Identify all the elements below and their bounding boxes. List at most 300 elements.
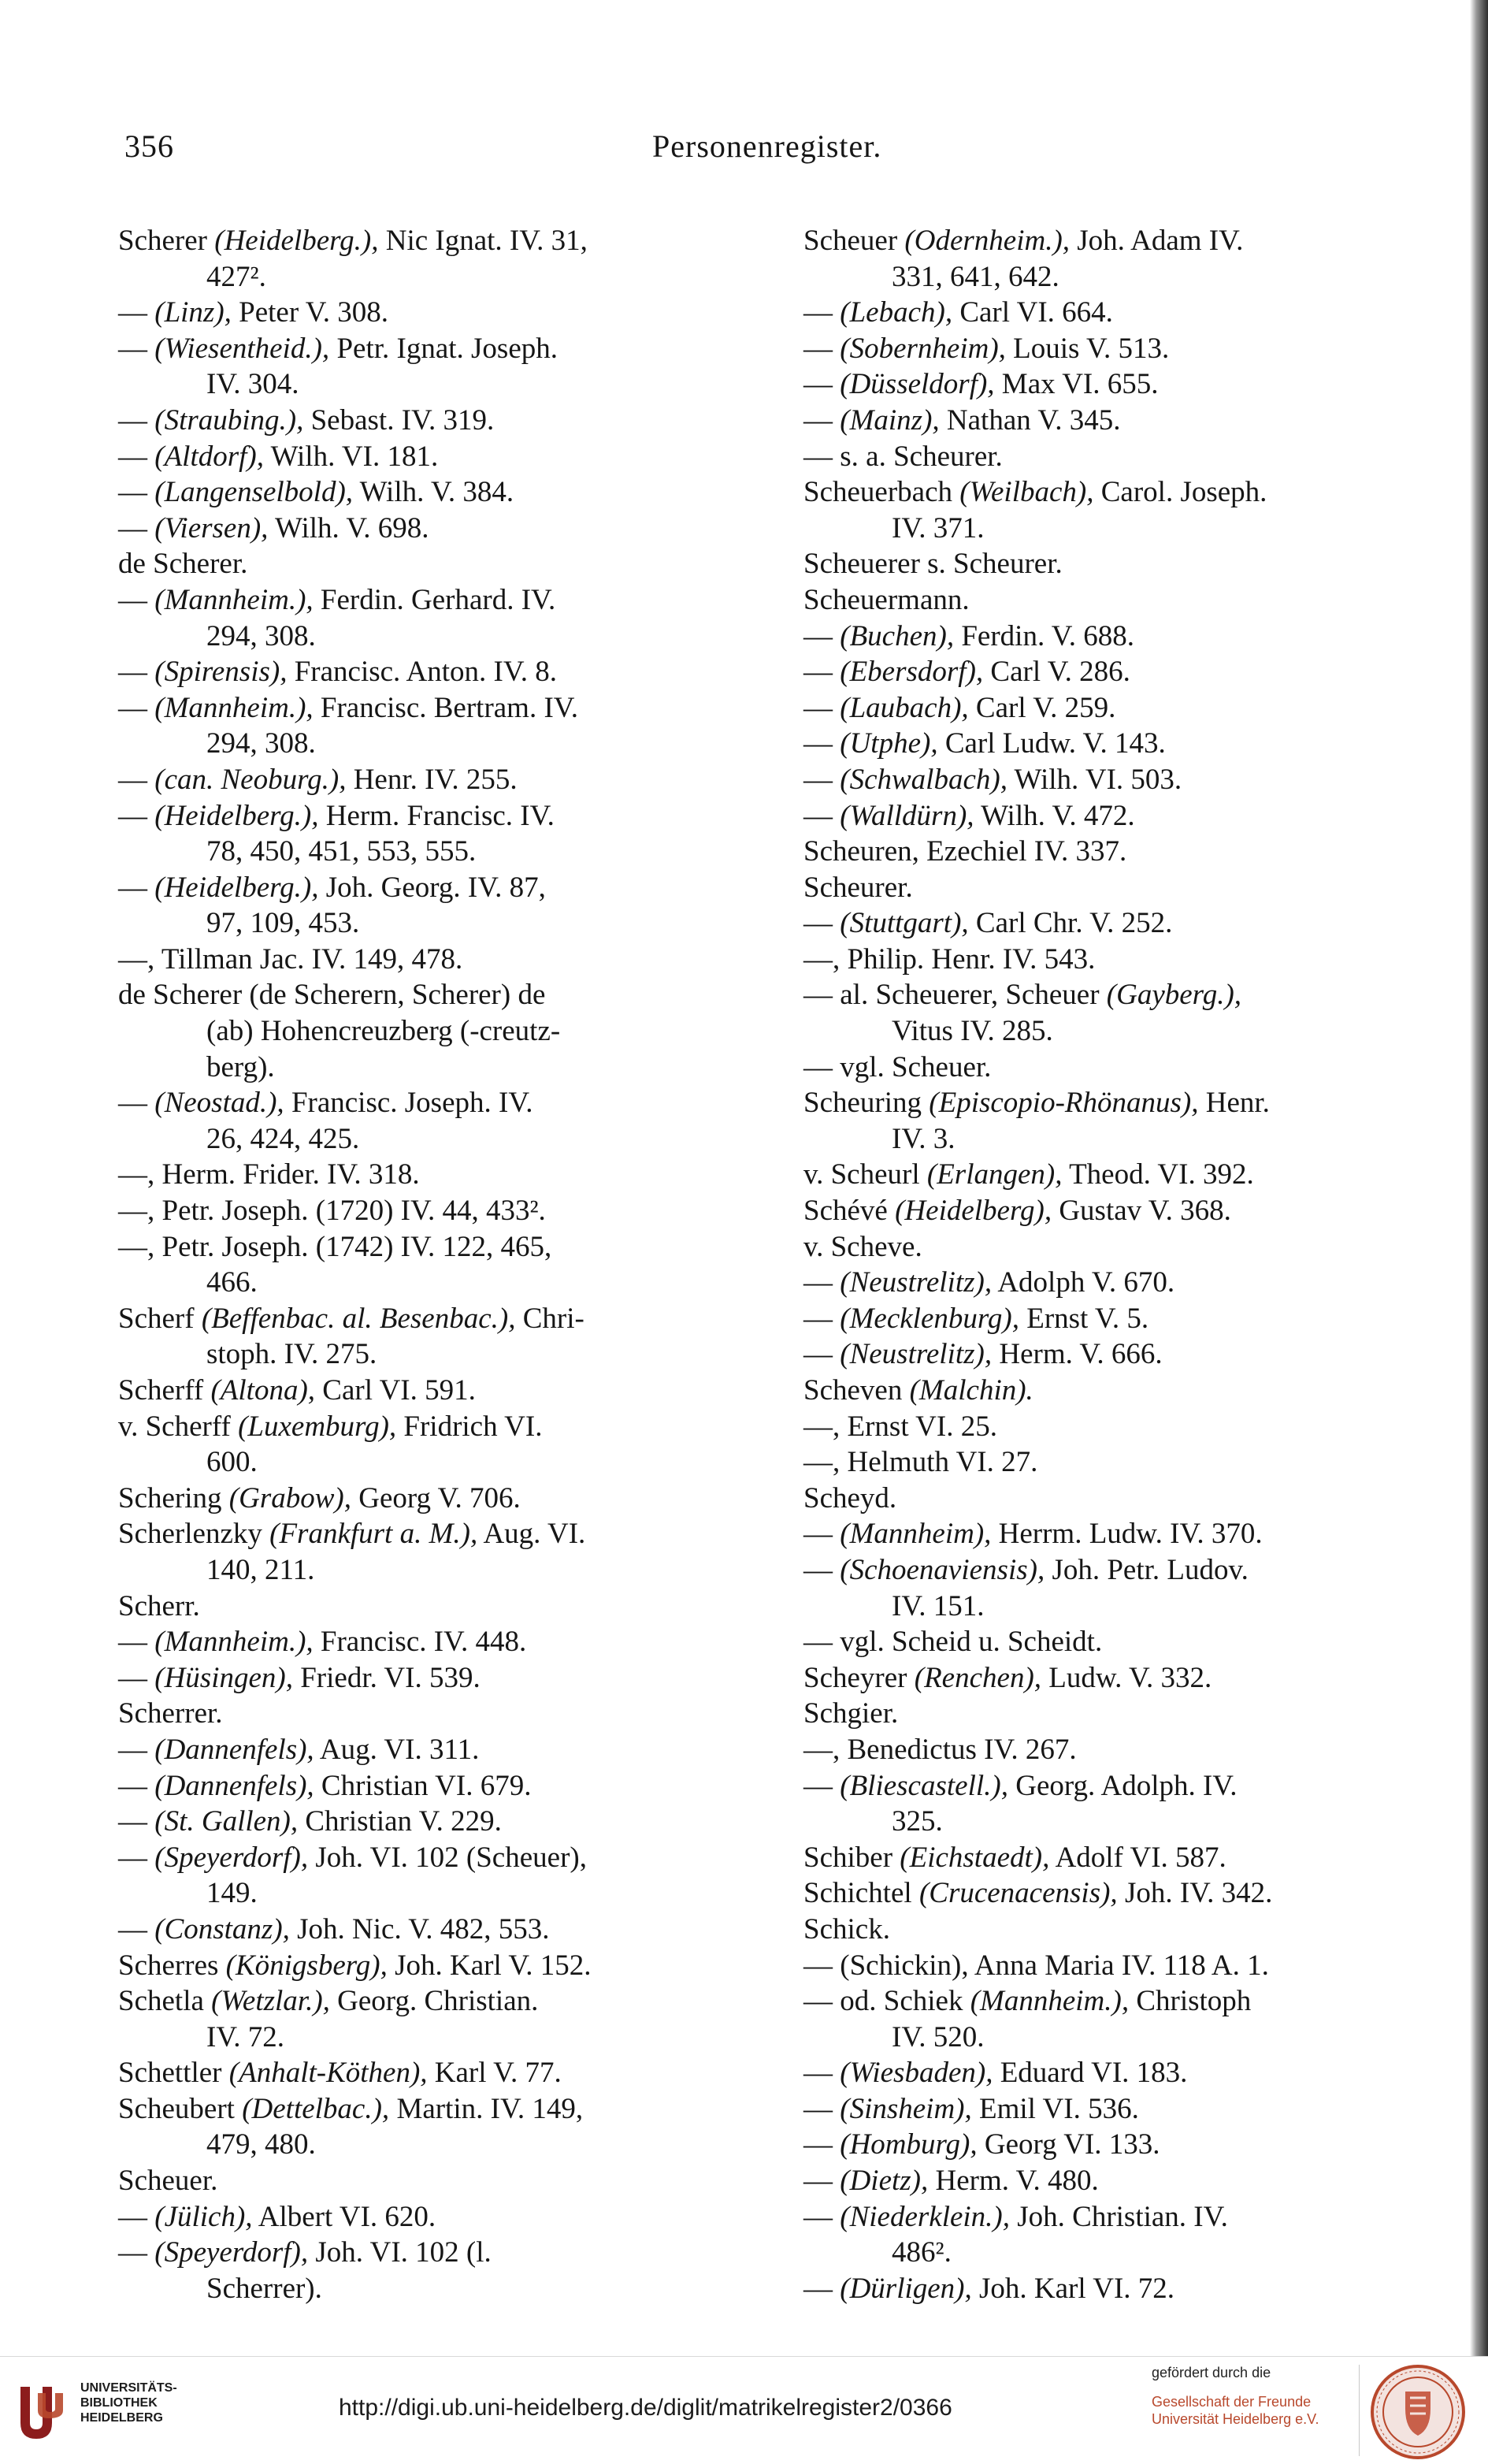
entry-name: — al. Scheuerer, Scheuer bbox=[803, 979, 1107, 1012]
index-entry-continuation bbox=[118, 1875, 764, 1912]
library-name-line: HEIDELBERG bbox=[80, 2411, 163, 2425]
entry-name: —, Philip. Henr. IV. 543. bbox=[803, 942, 1096, 976]
entry-place: (Königsberg), bbox=[225, 1949, 388, 1982]
entry-place: (Ebersdorf), bbox=[840, 656, 984, 689]
entry-text: IV. 3. bbox=[892, 1122, 956, 1155]
index-entry bbox=[803, 834, 1465, 870]
permalink-url[interactable]: http://digi.ub.uni-heidelberg.de/diglit/matrikelregister2/0366 bbox=[339, 2395, 952, 2421]
entry-details: Louis V. 513. bbox=[1005, 332, 1170, 365]
sponsor-name[interactable] bbox=[1152, 2393, 1319, 2428]
index-entry bbox=[803, 2271, 1465, 2307]
entry-name: Scheven bbox=[803, 1374, 910, 1407]
ub-heidelberg-logo-icon[interactable] bbox=[14, 2379, 71, 2445]
index-entry bbox=[118, 223, 764, 259]
entry-place: (Luxemburg), bbox=[238, 1410, 397, 1443]
index-entry-continuation bbox=[118, 1121, 764, 1158]
entry-name: — vgl. Scheuer. bbox=[803, 1050, 992, 1083]
entry-name: v. Scheve. bbox=[803, 1230, 922, 1263]
index-entry bbox=[803, 1193, 1465, 1229]
entry-name: Scheurer. bbox=[803, 871, 913, 904]
entry-name: — bbox=[803, 2092, 840, 2125]
entry-details: Carl V. 286. bbox=[983, 656, 1130, 689]
entry-place: (Walldürn), bbox=[840, 799, 974, 832]
entry-details: Petr. Ignat. Joseph. bbox=[329, 332, 558, 365]
entry-place: (Heidelberg.), bbox=[214, 225, 379, 257]
entry-details: Georg. Adolph. IV. bbox=[1007, 1769, 1238, 1802]
entry-details: Joh. Nic. V. 482, 553. bbox=[289, 1912, 550, 1946]
entry-name: — s. a. Scheurer. bbox=[803, 440, 1003, 473]
index-entry-continuation bbox=[118, 1013, 764, 1050]
entry-details: Carl Ludw. V. 143. bbox=[937, 727, 1166, 760]
index-entry bbox=[118, 1589, 764, 1625]
entry-name: Scheyd. bbox=[803, 1481, 897, 1514]
entry-place: (Heidelberg.), bbox=[154, 871, 319, 904]
entry-text: Vitus IV. 285. bbox=[892, 1015, 1053, 1048]
index-entry-continuation bbox=[118, 366, 764, 403]
index-entry bbox=[118, 798, 764, 834]
entry-details: Francisc. Anton. IV. 8. bbox=[287, 656, 558, 689]
entry-name: Scherres bbox=[118, 1949, 226, 1982]
entry-name: — od. Schiek bbox=[803, 1985, 970, 2018]
entry-details: Francisc. IV. 448. bbox=[313, 1626, 527, 1659]
index-entry bbox=[118, 942, 764, 978]
entry-name: — bbox=[118, 332, 155, 365]
left-index-column bbox=[118, 223, 764, 2306]
entry-details: Albert VI. 620. bbox=[252, 2200, 436, 2233]
entry-text: IV. 151. bbox=[892, 1589, 985, 1622]
entry-details: Henr. IV. 255. bbox=[346, 763, 518, 796]
library-name-line: BIBLIOTHEK bbox=[80, 2396, 158, 2410]
entry-details: Gustav V. 368. bbox=[1052, 1195, 1231, 1228]
entry-name: — bbox=[803, 727, 840, 760]
entry-text: (ab) Hohencreuzberg (-creutz- bbox=[206, 1015, 561, 1048]
entry-text: 140, 211. bbox=[206, 1553, 315, 1586]
entry-details: Emil VI. 536. bbox=[971, 2092, 1139, 2125]
index-entry-continuation bbox=[118, 2020, 764, 2056]
entry-text: 294, 308. bbox=[206, 727, 316, 760]
entry-name: — bbox=[118, 1626, 155, 1659]
entry-name: Scherff bbox=[118, 1374, 211, 1407]
entry-details: Nathan V. 345. bbox=[939, 403, 1121, 437]
entry-name: — bbox=[803, 1302, 840, 1335]
index-entry-continuation bbox=[118, 834, 764, 870]
index-entry-continuation bbox=[803, 2020, 1465, 2056]
university-seal-icon[interactable] bbox=[1369, 2363, 1467, 2461]
index-entry bbox=[803, 726, 1465, 762]
entry-text: IV. 72. bbox=[206, 2020, 285, 2053]
entry-name: —, Helmuth VI. 27. bbox=[803, 1446, 1038, 1479]
index-entry bbox=[803, 1516, 1465, 1552]
entry-place: (Wiesentheid.), bbox=[154, 332, 330, 365]
entry-details: Carl VI. 591. bbox=[315, 1374, 476, 1407]
entry-name: —, Herm. Frider. IV. 318. bbox=[118, 1158, 420, 1191]
index-entry bbox=[118, 654, 764, 690]
entry-text: 466. bbox=[206, 1266, 258, 1299]
index-entry bbox=[803, 905, 1465, 942]
entry-name: — bbox=[803, 1338, 840, 1371]
entry-name: — bbox=[118, 1087, 155, 1120]
entry-name: — bbox=[803, 1769, 840, 1802]
index-entry bbox=[803, 546, 1465, 582]
index-entry-continuation bbox=[118, 726, 764, 762]
entry-details: Ferdin. V. 688. bbox=[954, 619, 1134, 652]
entry-details: Wilh. V. 384. bbox=[353, 476, 514, 509]
index-entry bbox=[118, 1157, 764, 1193]
entry-name: — bbox=[803, 619, 840, 652]
sponsor-name-line: Gesellschaft der Freunde bbox=[1152, 2394, 1312, 2410]
index-entry bbox=[803, 1444, 1465, 1481]
entry-name: Scheyrer bbox=[803, 1661, 915, 1694]
entry-name: — bbox=[118, 1733, 155, 1766]
entry-name: — bbox=[118, 799, 155, 832]
index-entry bbox=[803, 1373, 1465, 1409]
entry-place: (Beffenbac. al. Besenbac.), bbox=[201, 1302, 516, 1335]
entry-details: Martin. IV. 149, bbox=[389, 2092, 584, 2125]
entry-place: (Heidelberg.), bbox=[154, 799, 319, 832]
entry-place: (Grabow), bbox=[228, 1481, 351, 1514]
entry-name: — bbox=[803, 2200, 840, 2233]
entry-name: — bbox=[803, 2272, 840, 2305]
index-entry bbox=[803, 1301, 1465, 1337]
entry-details: Herm. Francisc. IV. bbox=[318, 799, 555, 832]
index-entry bbox=[803, 366, 1465, 403]
index-entry bbox=[803, 1660, 1465, 1697]
entry-details: Sebast. IV. 319. bbox=[303, 403, 495, 437]
library-name[interactable] bbox=[80, 2380, 177, 2425]
index-entry bbox=[118, 1732, 764, 1768]
entry-text: 331, 641, 642. bbox=[892, 260, 1059, 293]
entry-details: Christian V. 229. bbox=[298, 1805, 502, 1838]
index-entry bbox=[803, 223, 1465, 259]
entry-details: Georg V. 706. bbox=[351, 1481, 521, 1514]
entry-text: berg). bbox=[206, 1050, 275, 1083]
index-entry bbox=[803, 619, 1465, 655]
entry-place: (Mannheim), bbox=[840, 1518, 992, 1551]
entry-details: Max VI. 655. bbox=[994, 368, 1159, 401]
entry-name: Scheuerbach bbox=[803, 476, 960, 509]
entry-name: Schichtel bbox=[803, 1877, 919, 1910]
index-entry bbox=[803, 1409, 1465, 1445]
index-entry bbox=[803, 690, 1465, 727]
entry-place: (Dannenfels), bbox=[154, 1733, 314, 1766]
entry-details: Theod. VI. 392. bbox=[1062, 1158, 1254, 1191]
index-entry bbox=[118, 1193, 764, 1229]
entry-name: Scherr. bbox=[118, 1589, 200, 1622]
entry-details: Francisc. Bertram. IV. bbox=[313, 691, 578, 724]
entry-name: — bbox=[118, 1661, 155, 1694]
entry-details: Joh. IV. 342. bbox=[1117, 1877, 1273, 1910]
index-entry-continuation bbox=[803, 511, 1465, 547]
entry-place: (Schwalbach), bbox=[840, 763, 1007, 796]
entry-name: — bbox=[118, 763, 155, 796]
index-entry bbox=[803, 1696, 1465, 1732]
entry-place: (Stuttgart), bbox=[840, 907, 969, 940]
index-entry-continuation bbox=[118, 1336, 764, 1373]
index-entry bbox=[803, 2199, 1465, 2235]
page-number: 356 bbox=[124, 128, 174, 164]
sponsor-caption: gefördert durch die bbox=[1152, 2365, 1271, 2380]
entry-details: Joh. Georg. IV. 87, bbox=[318, 871, 546, 904]
entry-name: de Scherer. bbox=[118, 548, 248, 581]
entry-name: — (Schickin), Anna Maria IV. 118 A. 1. bbox=[803, 1949, 1269, 1982]
entry-name: — bbox=[118, 296, 155, 329]
index-entry bbox=[118, 1085, 764, 1121]
index-entry bbox=[118, 2091, 764, 2128]
index-entry bbox=[803, 1481, 1465, 1517]
index-entry bbox=[803, 1336, 1465, 1373]
entry-name: — bbox=[118, 440, 155, 473]
entry-place: (Schoenaviensis), bbox=[840, 1553, 1045, 1586]
entry-name: Scheubert bbox=[118, 2092, 243, 2125]
index-entry bbox=[803, 1157, 1465, 1193]
entry-text: 78, 450, 451, 553, 555. bbox=[206, 835, 477, 868]
library-name-line: UNIVERSITÄTS- bbox=[80, 2381, 177, 2395]
entry-details: Peter V. 308. bbox=[231, 296, 388, 329]
index-entry-continuation bbox=[803, 1804, 1465, 1840]
index-entry bbox=[118, 2235, 764, 2271]
entry-text: 325. bbox=[892, 1805, 943, 1838]
entry-place: (Homburg), bbox=[840, 2128, 978, 2161]
entry-place: (Laubach), bbox=[840, 691, 969, 724]
entry-details: Henr. bbox=[1198, 1087, 1270, 1120]
entry-name: — bbox=[118, 691, 155, 724]
index-entry bbox=[118, 1696, 764, 1732]
index-entry bbox=[803, 1732, 1465, 1768]
entry-name: de Scherer (de Scherern, Scherer) de bbox=[118, 979, 546, 1012]
entry-name: Schiber bbox=[803, 1841, 900, 1874]
entry-name: Scherer bbox=[118, 225, 215, 257]
entry-name: Scheuer bbox=[803, 225, 905, 257]
index-entry bbox=[118, 295, 764, 331]
entry-place: (St. Gallen), bbox=[154, 1805, 299, 1838]
entry-details: Wilh. VI. 503. bbox=[1007, 763, 1182, 796]
entry-name: — bbox=[118, 403, 155, 437]
entry-name: —, Ernst VI. 25. bbox=[803, 1410, 997, 1443]
entry-place: (Dietz), bbox=[840, 2165, 929, 2198]
entry-place: (Episcopio-Rhönanus), bbox=[929, 1087, 1199, 1120]
index-entry bbox=[118, 2199, 764, 2235]
index-entry bbox=[118, 1516, 764, 1552]
index-entry-continuation bbox=[118, 2271, 764, 2307]
entry-place: (Mannheim.), bbox=[970, 1985, 1130, 2018]
entry-name: — bbox=[118, 2236, 155, 2269]
entry-details: Ernst V. 5. bbox=[1019, 1302, 1149, 1335]
index-entry bbox=[118, 582, 764, 619]
entry-place: (Dürligen), bbox=[840, 2272, 972, 2305]
index-entry bbox=[803, 2127, 1465, 2163]
entry-name: Scheuerer s. Scheurer. bbox=[803, 548, 1063, 581]
entry-name: Schick. bbox=[803, 1912, 890, 1946]
entry-place: (Malchin). bbox=[909, 1374, 1033, 1407]
entry-place: (Straubing.), bbox=[154, 403, 304, 437]
entry-details: Christoph bbox=[1129, 1985, 1252, 2018]
entry-place: (Eichstaedt), bbox=[900, 1841, 1050, 1874]
entry-name: v. Scherff bbox=[118, 1410, 239, 1443]
entry-details: Carl VI. 664. bbox=[952, 296, 1113, 329]
index-entry bbox=[118, 1840, 764, 1876]
entry-place: (Mecklenburg), bbox=[840, 1302, 1019, 1335]
index-entry bbox=[803, 654, 1465, 690]
entry-details: Joh. Petr. Ludov. bbox=[1045, 1553, 1249, 1586]
entry-place: (Düsseldorf), bbox=[840, 368, 995, 401]
index-entry-continuation bbox=[118, 2127, 764, 2163]
index-entry bbox=[803, 798, 1465, 834]
index-entry bbox=[118, 762, 764, 798]
entry-name: Scheuring bbox=[803, 1087, 930, 1120]
entry-place: (Crucenacensis), bbox=[918, 1877, 1118, 1910]
entry-name: — bbox=[118, 1841, 155, 1874]
entry-name: — bbox=[803, 2128, 840, 2161]
entry-details: Nic Ignat. IV. 31, bbox=[378, 225, 588, 257]
entry-place: (Langenselbold), bbox=[154, 476, 354, 509]
entry-details: Joh. Karl VI. 72. bbox=[971, 2272, 1175, 2305]
entry-place: (Neostad.), bbox=[154, 1087, 284, 1120]
right-index-column bbox=[803, 223, 1465, 2306]
entry-details: Adolph V. 670. bbox=[992, 1266, 1175, 1299]
entry-name: Scherlenzky bbox=[118, 1518, 270, 1551]
index-entry bbox=[118, 2163, 764, 2199]
index-entry-continuation bbox=[803, 259, 1465, 295]
entry-name: — bbox=[118, 476, 155, 509]
viewer-footer bbox=[0, 2356, 1488, 2464]
entry-name: — bbox=[803, 2165, 840, 2198]
entry-place: (Sobernheim), bbox=[840, 332, 1006, 365]
index-entry bbox=[803, 762, 1465, 798]
entry-name: — bbox=[118, 656, 155, 689]
entry-place: (Mainz), bbox=[840, 403, 940, 437]
index-entry bbox=[118, 977, 764, 1013]
index-entry bbox=[118, 1229, 764, 1265]
footer-divider bbox=[1359, 2365, 1360, 2456]
entry-place: (Neustrelitz), bbox=[840, 1338, 993, 1371]
entry-details: Christian VI. 679. bbox=[314, 1769, 532, 1802]
index-entry bbox=[118, 439, 764, 475]
index-entry bbox=[118, 511, 764, 547]
entry-name: Schetla bbox=[118, 1985, 212, 2018]
index-entry bbox=[118, 331, 764, 367]
index-entry-continuation bbox=[118, 619, 764, 655]
entry-details: Carl Chr. V. 252. bbox=[968, 907, 1173, 940]
index-entry bbox=[118, 1624, 764, 1660]
entry-place: (Dettelbac.), bbox=[242, 2092, 390, 2125]
index-entry bbox=[803, 582, 1465, 619]
entry-place: (Mannheim.), bbox=[154, 583, 314, 616]
entry-name: Schering bbox=[118, 1481, 229, 1514]
index-entry bbox=[118, 870, 764, 906]
index-entry bbox=[118, 1481, 764, 1517]
index-entry bbox=[118, 1301, 764, 1337]
entry-place: (Bliescastell.), bbox=[840, 1769, 1008, 1802]
index-entry-continuation bbox=[803, 1013, 1465, 1050]
entry-place: (Hüsingen), bbox=[154, 1661, 293, 1694]
entry-name: — bbox=[118, 583, 155, 616]
entry-name: Schettler bbox=[118, 2057, 229, 2090]
index-entry bbox=[803, 1983, 1465, 2020]
index-entry bbox=[803, 474, 1465, 511]
index-entry bbox=[803, 1085, 1465, 1121]
entry-name: Scheuren, Ezechiel IV. 337. bbox=[803, 835, 1127, 868]
index-entry bbox=[803, 439, 1465, 475]
running-title: Personenregister. bbox=[652, 128, 882, 164]
entry-text: 479, 480. bbox=[206, 2128, 316, 2161]
entry-place: (Weilbach), bbox=[959, 476, 1094, 509]
entry-details: Joh. Adam IV. bbox=[1070, 225, 1244, 257]
entry-name: — bbox=[803, 296, 840, 329]
entry-details: Georg VI. 133. bbox=[977, 2128, 1160, 2161]
index-entry bbox=[118, 474, 764, 511]
index-entry bbox=[118, 1768, 764, 1804]
entry-name: — bbox=[803, 763, 840, 796]
index-entry bbox=[803, 1875, 1465, 1912]
entry-place: (Frankfurt a. M.), bbox=[269, 1518, 478, 1551]
index-entry-continuation bbox=[118, 1050, 764, 1086]
index-entry-continuation bbox=[118, 1265, 764, 1301]
entry-name: — bbox=[118, 511, 155, 544]
index-entry bbox=[803, 1624, 1465, 1660]
entry-place: (Sinsheim), bbox=[840, 2092, 972, 2125]
page-header bbox=[0, 128, 1488, 175]
entry-name: —, Benedictus IV. 267. bbox=[803, 1733, 1077, 1766]
entry-name: — bbox=[803, 1266, 840, 1299]
index-entry bbox=[803, 331, 1465, 367]
entry-text: 97, 109, 453. bbox=[206, 907, 360, 940]
entry-name: —, Petr. Joseph. (1720) IV. 44, 433². bbox=[118, 1195, 546, 1228]
entry-text: 600. bbox=[206, 1446, 258, 1479]
entry-details: Joh. Karl V. 152. bbox=[387, 1949, 592, 1982]
entry-place: (Odernheim.), bbox=[904, 225, 1071, 257]
entry-details: Friedr. VI. 539. bbox=[292, 1661, 481, 1694]
entry-details: Georg. Christian. bbox=[329, 1985, 539, 2018]
entry-text: IV. 371. bbox=[892, 511, 985, 544]
entry-place: (Gayberg.), bbox=[1106, 979, 1242, 1012]
entry-details: Wilh. VI. 181. bbox=[263, 440, 439, 473]
entry-details: Herm. V. 480. bbox=[928, 2165, 1099, 2198]
index-entry bbox=[803, 1552, 1465, 1589]
entry-text: IV. 304. bbox=[206, 368, 299, 401]
entry-place: (Speyerdorf), bbox=[154, 1841, 309, 1874]
entry-details: Joh. VI. 102 (Scheuer), bbox=[308, 1841, 587, 1874]
entry-name: Scheuer. bbox=[118, 2165, 218, 2198]
index-entry-continuation bbox=[803, 1589, 1465, 1625]
entry-place: (Speyerdorf), bbox=[154, 2236, 309, 2269]
entry-details: Fridrich VI. bbox=[396, 1410, 543, 1443]
entry-details: Wilh. V. 472. bbox=[974, 799, 1135, 832]
entry-details: Joh. VI. 102 (l. bbox=[308, 2236, 492, 2269]
entry-place: (Neustrelitz), bbox=[840, 1266, 993, 1299]
entry-place: (Anhalt-Köthen), bbox=[228, 2057, 428, 2090]
entry-place: (Niederklein.), bbox=[840, 2200, 1010, 2233]
entry-place: (Dannenfels), bbox=[154, 1769, 314, 1802]
entry-place: (Wetzlar.), bbox=[211, 1985, 330, 2018]
index-entry bbox=[118, 690, 764, 727]
index-entry bbox=[803, 1948, 1465, 1984]
entry-details: Ludw. V. 332. bbox=[1041, 1661, 1212, 1694]
entry-name: — bbox=[803, 403, 840, 437]
entry-place: (Spirensis), bbox=[154, 656, 288, 689]
index-entry bbox=[803, 403, 1465, 439]
entry-name: — bbox=[118, 2200, 155, 2233]
entry-place: (Mannheim.), bbox=[154, 691, 314, 724]
index-entry bbox=[803, 1265, 1465, 1301]
index-entry bbox=[118, 1660, 764, 1697]
entry-name: — vgl. Scheid u. Scheidt. bbox=[803, 1626, 1103, 1659]
entry-details: Ferdin. Gerhard. IV. bbox=[313, 583, 556, 616]
entry-name: — bbox=[803, 656, 840, 689]
entry-details: Karl V. 77. bbox=[427, 2057, 562, 2090]
entry-place: (Erlangen), bbox=[926, 1158, 1063, 1191]
entry-details: Eduard VI. 183. bbox=[993, 2057, 1188, 2090]
entry-name: — bbox=[803, 799, 840, 832]
